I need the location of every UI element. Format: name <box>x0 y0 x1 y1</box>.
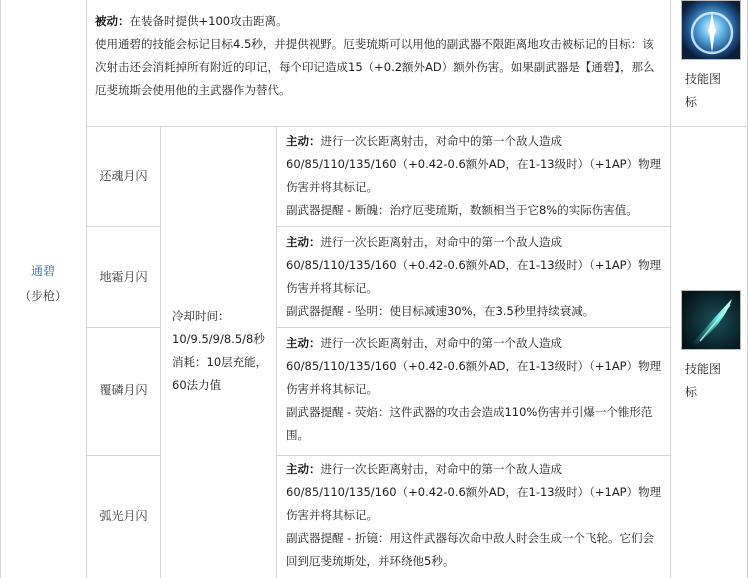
passive-icon-caption: 技能图标 <box>685 72 722 109</box>
ability-name: 还魂月闪 <box>99 169 148 183</box>
row-divider <box>86 126 748 127</box>
skill-icon-caption: 技能图标 <box>685 362 722 399</box>
active-text: 进行一次长距离射击，对命中的第一个敌人造成60/85/110/135/160（+0.42-0.6额外AD，在1-13级时）（+1AP）物理伤害并将其标记。 <box>286 336 662 396</box>
ability-description <box>286 231 664 323</box>
passive-description <box>95 10 665 102</box>
active-label: 主动： <box>286 336 321 350</box>
row-divider <box>276 455 671 456</box>
weapon-cell <box>0 262 86 304</box>
ability-description <box>286 130 664 222</box>
active-label: 主动： <box>286 134 321 148</box>
weapon-name-link[interactable]: 通碧 <box>30 264 55 278</box>
moonshot-skill-icon <box>681 290 741 350</box>
cooldown-cell <box>172 305 268 397</box>
offhand-text: 副武器提醒 - 坠明：使目标减速30%，在3.5秒里持续衰减。 <box>286 304 595 318</box>
active-text: 进行一次长距离射击，对命中的第一个敌人造成60/85/110/135/160（+0.42-0.6额外AD，在1-13级时）（+1AP）物理伤害并将其标记。 <box>286 134 662 194</box>
weapon-subtitle: （步枪） <box>18 289 67 303</box>
table-divider <box>276 127 277 578</box>
table-divider <box>86 0 87 578</box>
ability-name: 地霜月闪 <box>99 270 148 284</box>
cost-text: 消耗：10层充能，60法力值 <box>172 355 268 392</box>
active-text: 进行一次长距离射击，对命中的第一个敌人造成60/85/110/135/160（+0.42-0.6额外AD，在1-13级时）（+1AP）物理伤害并将其标记。 <box>286 462 662 522</box>
row-divider <box>276 226 671 227</box>
offhand-text: 副武器提醒 - 荧焰：这件武器的攻击会造成110%伤害并引爆一个锥形范围。 <box>286 405 653 442</box>
passive-label: 被动： <box>95 14 130 28</box>
passive-skill-icon <box>681 0 741 60</box>
active-text: 进行一次长距离射击，对命中的第一个敌人造成60/85/110/135/160（+0.42-0.6额外AD，在1-13级时）（+1AP）物理伤害并将其标记。 <box>286 235 662 295</box>
ability-name: 覆磷月闪 <box>99 383 148 397</box>
ability-description <box>286 458 664 573</box>
offhand-text: 副武器提醒 - 断魄：治疗厄斐琉斯，数额相当于它8%的实际伤害值。 <box>286 203 638 217</box>
passive-skill-icon <box>682 1 741 60</box>
table-divider <box>670 0 671 578</box>
row-divider <box>276 327 671 328</box>
offhand-text: 副武器提醒 - 折镜：用这件武器每次命中敌人时会生成一个飞轮。它们会回到厄斐琉斯处，并环绕他5秒。 <box>286 531 654 568</box>
row-divider <box>86 455 161 456</box>
active-label: 主动： <box>286 235 321 249</box>
ability-description <box>286 332 664 447</box>
ability-name: 弧光月闪 <box>99 509 148 523</box>
active-label: 主动： <box>286 462 321 476</box>
mark-text: 使用通碧的技能会标记目标4.5秒，并提供视野。厄斐琉斯可以用他的副武器不限距离地攻击被标记的目标：该次射击还会消耗掉所有附近的印记，每个印记造成15（+0.2额外AD）额外伤害。如果副武器是【通碧】，那么厄斐琉斯会使用他的主武器作为替代。 <box>95 37 655 97</box>
cooldown-text: 冷却时间：10/9.5/9/8.5/8秒 <box>172 309 265 346</box>
row-divider <box>86 327 161 328</box>
row-divider <box>86 226 161 227</box>
moonshot-skill-icon <box>682 291 741 350</box>
passive-text: 在装备时提供+100攻击距离。 <box>129 14 288 28</box>
